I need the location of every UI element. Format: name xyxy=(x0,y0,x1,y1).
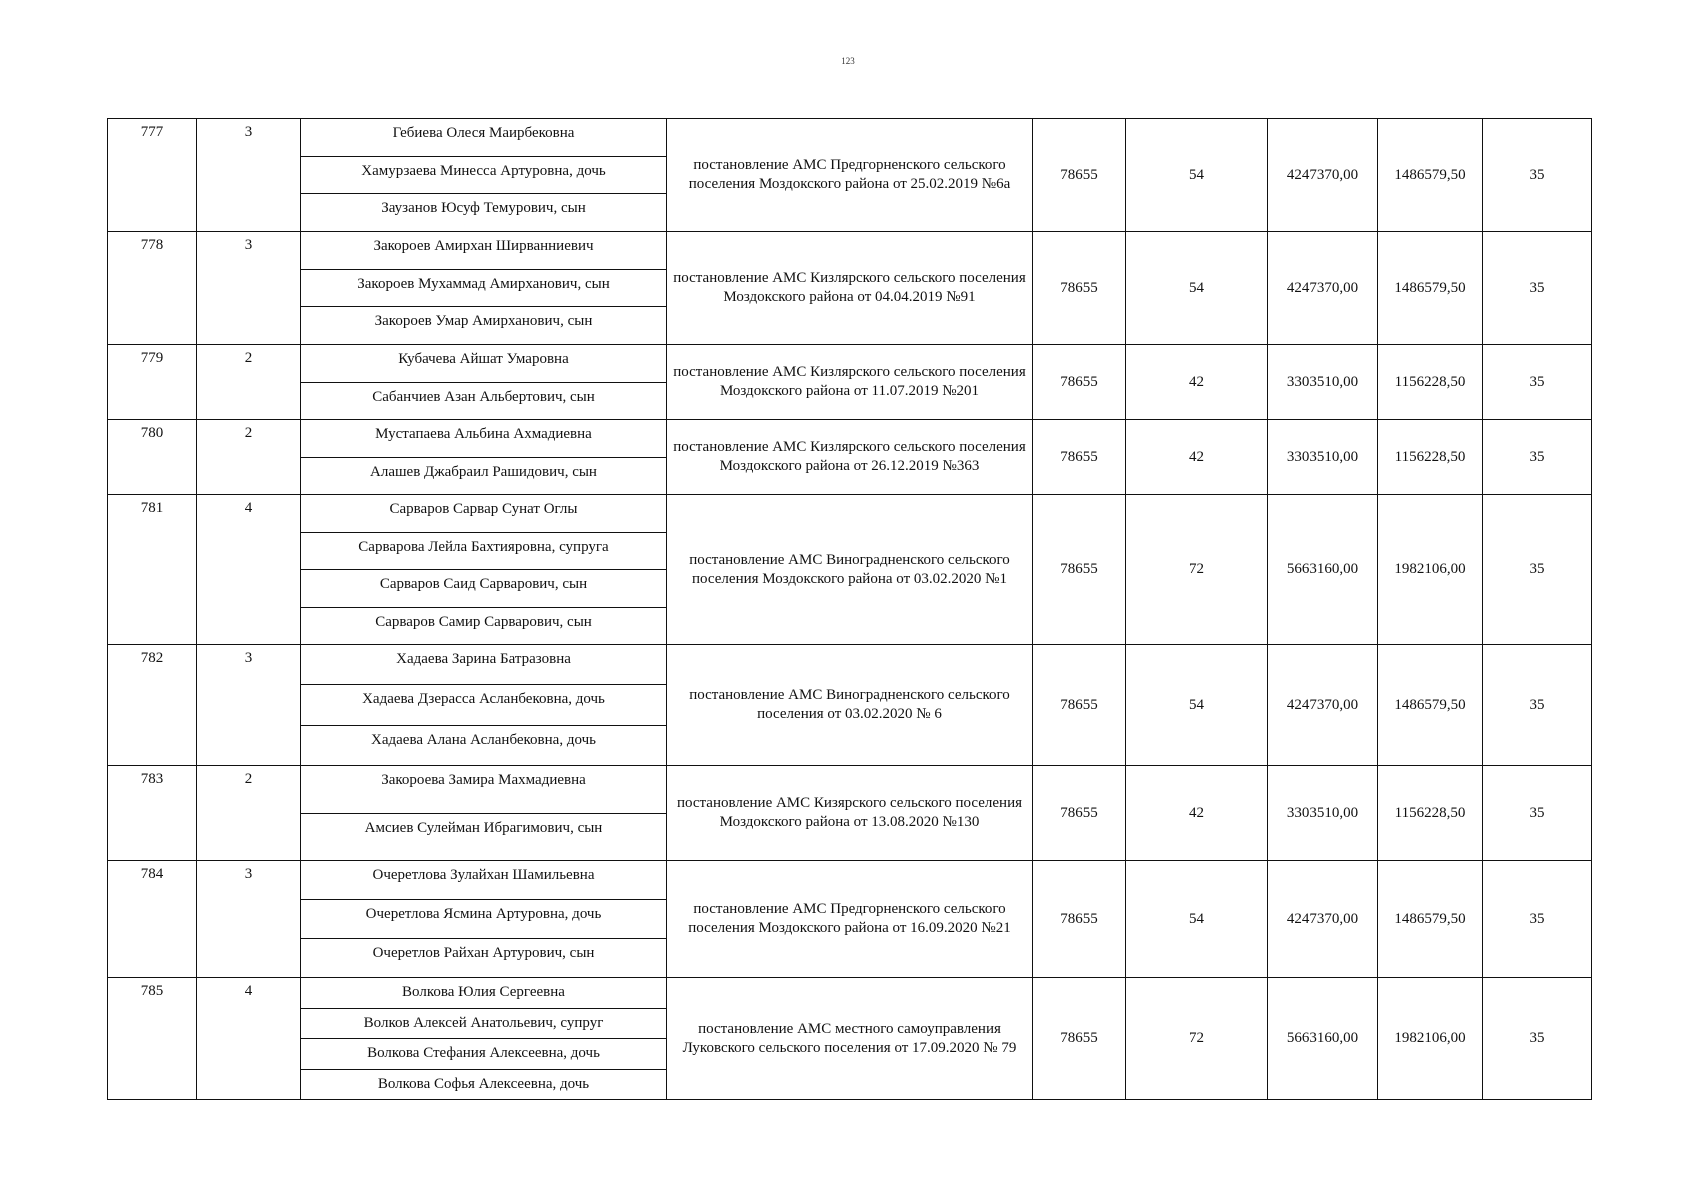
family-member-name: Сабанчиев Азан Альбертович, сын xyxy=(372,388,595,405)
subsidy-value-text: 1486579,50 xyxy=(1394,166,1466,183)
code-value xyxy=(1033,232,1126,345)
code-value-text: 78655 xyxy=(1060,561,1098,577)
family-member-name: Кубачева Айшат Умаровна xyxy=(301,345,666,383)
family-names-list xyxy=(301,345,666,419)
family-names-list xyxy=(301,232,666,344)
family-member-name: Хадаева Дзерасса Асланбековна, дочь xyxy=(301,685,666,725)
cost-value-text: 3303510,00 xyxy=(1286,448,1359,465)
family-members-count xyxy=(197,861,301,978)
area-value xyxy=(1126,495,1268,645)
row-number xyxy=(108,119,197,232)
code-value-text: 78655 xyxy=(1060,1030,1098,1046)
subsidy-value xyxy=(1378,345,1483,420)
code-value xyxy=(1033,861,1126,978)
subsidy-value xyxy=(1378,232,1483,345)
code-value-text: 78655 xyxy=(1060,166,1098,183)
decree-document-text: постановление АМС Виноградненского сельского поселения от 03.02.2020 № 6 xyxy=(689,687,1010,722)
family-names-list xyxy=(301,119,666,231)
area-value-text: 42 xyxy=(1189,448,1204,465)
subsidy-value xyxy=(1378,766,1483,861)
subsidy-value-text: 1156228,50 xyxy=(1394,373,1466,390)
family-member-name: Волков Алексей Анатольевич, супруг xyxy=(301,1009,666,1040)
family-names-cell xyxy=(301,861,667,978)
area-value-text: 54 xyxy=(1189,696,1204,713)
percent-value xyxy=(1483,645,1592,766)
cost-value xyxy=(1268,645,1378,766)
table-row xyxy=(108,119,1592,232)
cost-value-text: 4247370,00 xyxy=(1286,910,1359,927)
decree-document-text: постановление АМС Предгорненского сельского поселения Моздокского района от 25.02.2019 №6а xyxy=(688,157,1011,192)
area-value xyxy=(1126,861,1268,978)
code-value-text: 78655 xyxy=(1060,279,1098,296)
table-row xyxy=(108,861,1592,978)
percent-value-text: 35 xyxy=(1529,279,1545,296)
cost-value-text: 4247370,00 xyxy=(1286,279,1359,296)
family-names-list xyxy=(301,766,666,860)
family-member-name: Сарваров Самир Сарварович, сын xyxy=(375,613,592,630)
subsidy-value-text: 1156228,50 xyxy=(1394,448,1466,465)
decree-document xyxy=(667,861,1033,978)
area-value xyxy=(1126,420,1268,495)
family-member-name: Хамурзаева Минесса Артуровна, дочь xyxy=(301,157,666,195)
percent-value-text: 35 xyxy=(1529,1030,1545,1046)
family-members-count-text: 3 xyxy=(244,124,253,140)
cost-value xyxy=(1268,119,1378,232)
family-member-name: Хадаева Алана Асланбековна, дочь xyxy=(371,731,596,748)
code-value-text: 78655 xyxy=(1060,910,1098,927)
subsidy-value-text: 1486579,50 xyxy=(1394,696,1466,713)
family-names-cell xyxy=(301,645,667,766)
area-value xyxy=(1126,345,1268,420)
family-members-count xyxy=(197,978,301,1100)
subsidy-value xyxy=(1378,495,1483,645)
decree-document xyxy=(667,345,1033,420)
percent-value-text: 35 xyxy=(1529,166,1545,183)
subsidy-value xyxy=(1378,978,1483,1100)
code-value-text: 78655 xyxy=(1060,696,1098,713)
cost-value-text: 4247370,00 xyxy=(1286,696,1359,713)
subsidy-value-text: 1156228,50 xyxy=(1394,804,1466,821)
registry-body xyxy=(108,119,1592,1100)
subsidy-value xyxy=(1378,119,1483,232)
family-member-name: Очеретлов Райхан Артурович, сын xyxy=(372,945,595,961)
code-value xyxy=(1033,766,1126,861)
cost-value-text: 3303510,00 xyxy=(1286,804,1359,821)
family-member-name: Гебиева Олеся Маирбековна xyxy=(301,119,666,157)
row-number xyxy=(108,645,197,766)
cost-value-text: 4247370,00 xyxy=(1286,166,1359,183)
percent-value-text: 35 xyxy=(1529,804,1545,821)
family-member-name: Заузанов Юсуф Темурович, сын xyxy=(381,200,586,217)
family-names-cell xyxy=(301,232,667,345)
family-member-name: Хадаева Зарина Батразовна xyxy=(301,645,666,685)
subsidy-value xyxy=(1378,645,1483,766)
table-row xyxy=(108,345,1592,420)
family-members-count-text: 2 xyxy=(244,771,253,787)
table-row xyxy=(108,766,1592,861)
area-value xyxy=(1126,232,1268,345)
subsidy-value xyxy=(1378,420,1483,495)
decree-document xyxy=(667,119,1033,232)
code-value-text: 78655 xyxy=(1060,373,1098,390)
area-value-text: 72 xyxy=(1189,1030,1204,1046)
row-number-text: 777 xyxy=(140,124,164,140)
decree-document-text: постановление АМС Кизлярского сельского поселения Моздокского района от 04.04.2019 №91 xyxy=(673,270,1026,305)
row-number xyxy=(108,766,197,861)
area-value-text: 54 xyxy=(1189,279,1204,296)
family-members-count xyxy=(197,232,301,345)
table-row xyxy=(108,978,1592,1100)
table-row xyxy=(108,645,1592,766)
family-member-name: Сарваров Саид Сарварович, сын xyxy=(301,570,666,608)
cost-value xyxy=(1268,861,1378,978)
subsidy-value-text: 1486579,50 xyxy=(1394,279,1466,296)
row-number xyxy=(108,232,197,345)
percent-value xyxy=(1483,766,1592,861)
family-member-name: Алашев Джабраил Рашидович, сын xyxy=(370,463,597,480)
area-value-text: 42 xyxy=(1189,804,1204,821)
family-members-count xyxy=(197,420,301,495)
row-number xyxy=(108,345,197,420)
cost-value xyxy=(1268,978,1378,1100)
area-value-text: 54 xyxy=(1189,166,1204,183)
decree-document-text: постановление АМС Виноградненского сельского поселения Моздокского района от 03.02.2020 №1 xyxy=(689,551,1010,587)
code-value xyxy=(1033,345,1126,420)
family-member-name: Волкова Юлия Сергеевна xyxy=(301,978,666,1009)
row-number xyxy=(108,861,197,978)
registry-table xyxy=(107,118,1592,1100)
area-value-text: 72 xyxy=(1189,561,1204,577)
family-names-cell xyxy=(301,119,667,232)
cost-value-text: 5663160,00 xyxy=(1286,561,1359,577)
code-value-text: 78655 xyxy=(1060,448,1098,465)
family-names-list xyxy=(301,420,666,494)
family-members-count-text: 3 xyxy=(244,650,253,666)
area-value xyxy=(1126,766,1268,861)
percent-value xyxy=(1483,420,1592,495)
subsidy-value xyxy=(1378,861,1483,978)
row-number xyxy=(108,978,197,1100)
row-number-text: 779 xyxy=(140,350,164,366)
cost-value-text: 3303510,00 xyxy=(1286,373,1359,390)
family-member-name: Мустапаева Альбина Ахмадиевна xyxy=(301,420,666,458)
family-members-count-text: 4 xyxy=(244,983,253,999)
family-member-name: Очеретлова Зулайхан Шамильевна xyxy=(301,861,666,900)
row-number-text: 782 xyxy=(140,650,164,666)
percent-value xyxy=(1483,495,1592,645)
decree-document-text: постановление АМС Кизлярского сельского поселения Моздокского района от 26.12.2019 №363 xyxy=(673,439,1026,474)
area-value xyxy=(1126,645,1268,766)
page-number: 123 xyxy=(841,56,855,66)
row-number-text: 780 xyxy=(140,425,164,441)
decree-document-text: постановление АМС Кизлярского сельского поселения Моздокского района от 11.07.2019 №201 xyxy=(673,364,1026,399)
family-member-name: Закороев Умар Амирханович, сын xyxy=(374,313,593,330)
family-names-cell xyxy=(301,420,667,495)
percent-value-text: 35 xyxy=(1529,910,1545,927)
decree-document xyxy=(667,232,1033,345)
family-names-list xyxy=(301,978,666,1099)
cost-value xyxy=(1268,495,1378,645)
percent-value-text: 35 xyxy=(1529,448,1545,465)
area-value-text: 42 xyxy=(1189,373,1204,390)
decree-document-text: постановление АМС местного самоуправления Луковского сельского поселения от 17.09.2020 № 79 xyxy=(682,1020,1017,1056)
family-members-count xyxy=(197,495,301,645)
family-members-count xyxy=(197,645,301,766)
family-member-name: Волкова Стефания Алексеевна, дочь xyxy=(301,1039,666,1070)
percent-value-text: 35 xyxy=(1529,561,1545,577)
family-names-list xyxy=(301,495,666,644)
row-number-text: 778 xyxy=(140,237,164,253)
family-members-count-text: 2 xyxy=(244,425,253,441)
family-names-cell xyxy=(301,766,667,861)
family-member-name: Закороева Замира Махмадиевна xyxy=(301,766,666,814)
percent-value-text: 35 xyxy=(1529,373,1545,390)
decree-document-text: постановление АМС Кизярского сельского поселения Моздокского района от 13.08.2020 №130 xyxy=(677,795,1022,830)
percent-value xyxy=(1483,345,1592,420)
table-row xyxy=(108,420,1592,495)
row-number xyxy=(108,420,197,495)
percent-value xyxy=(1483,861,1592,978)
family-member-name: Сарваров Сарвар Сунат Оглы xyxy=(301,495,666,533)
family-member-name: Очеретлова Ясмина Артуровна, дочь xyxy=(301,900,666,939)
cost-value xyxy=(1268,766,1378,861)
table-row xyxy=(108,495,1592,645)
decree-document xyxy=(667,420,1033,495)
cost-value xyxy=(1268,345,1378,420)
cost-value xyxy=(1268,232,1378,345)
family-names-cell xyxy=(301,345,667,420)
decree-document xyxy=(667,495,1033,645)
family-member-name: Закороев Амирхан Ширванниевич xyxy=(301,232,666,270)
family-members-count-text: 3 xyxy=(244,866,253,882)
percent-value xyxy=(1483,232,1592,345)
area-value xyxy=(1126,978,1268,1100)
row-number-text: 784 xyxy=(140,866,164,882)
subsidy-value-text: 1982106,00 xyxy=(1394,1030,1466,1046)
family-member-name: Амсиев Сулейман Ибрагимович, сын xyxy=(364,819,603,836)
decree-document xyxy=(667,645,1033,766)
row-number-text: 781 xyxy=(140,500,164,516)
subsidy-value-text: 1982106,00 xyxy=(1394,561,1466,577)
family-names-list xyxy=(301,645,666,765)
code-value xyxy=(1033,119,1126,232)
family-member-name: Закороев Мухаммад Амирханович, сын xyxy=(301,270,666,308)
table-row xyxy=(108,232,1592,345)
family-member-name: Волкова Софья Алексеевна, дочь xyxy=(377,1075,590,1092)
code-value xyxy=(1033,495,1126,645)
area-value-text: 54 xyxy=(1189,910,1204,927)
family-names-list xyxy=(301,861,666,977)
family-members-count-text: 4 xyxy=(244,500,253,516)
decree-document xyxy=(667,766,1033,861)
decree-document-text: постановление АМС Предгорненского сельского поселения Моздокского района от 16.09.2020 №21 xyxy=(688,901,1011,936)
code-value xyxy=(1033,645,1126,766)
cost-value xyxy=(1268,420,1378,495)
family-member-name: Сарварова Лейла Бахтияровна, супруга xyxy=(301,533,666,571)
subsidy-value-text: 1486579,50 xyxy=(1394,910,1466,927)
percent-value xyxy=(1483,978,1592,1100)
family-members-count xyxy=(197,345,301,420)
row-number xyxy=(108,495,197,645)
code-value xyxy=(1033,420,1126,495)
family-members-count xyxy=(197,766,301,861)
row-number-text: 785 xyxy=(140,983,164,999)
cost-value-text: 5663160,00 xyxy=(1286,1030,1359,1046)
family-members-count-text: 3 xyxy=(244,237,253,253)
decree-document xyxy=(667,978,1033,1100)
family-names-cell xyxy=(301,495,667,645)
percent-value xyxy=(1483,119,1592,232)
code-value xyxy=(1033,978,1126,1100)
row-number-text: 783 xyxy=(140,771,164,787)
percent-value-text: 35 xyxy=(1529,696,1545,713)
family-members-count xyxy=(197,119,301,232)
family-members-count-text: 2 xyxy=(244,350,253,366)
family-names-cell xyxy=(301,978,667,1100)
area-value xyxy=(1126,119,1268,232)
code-value-text: 78655 xyxy=(1060,804,1098,821)
